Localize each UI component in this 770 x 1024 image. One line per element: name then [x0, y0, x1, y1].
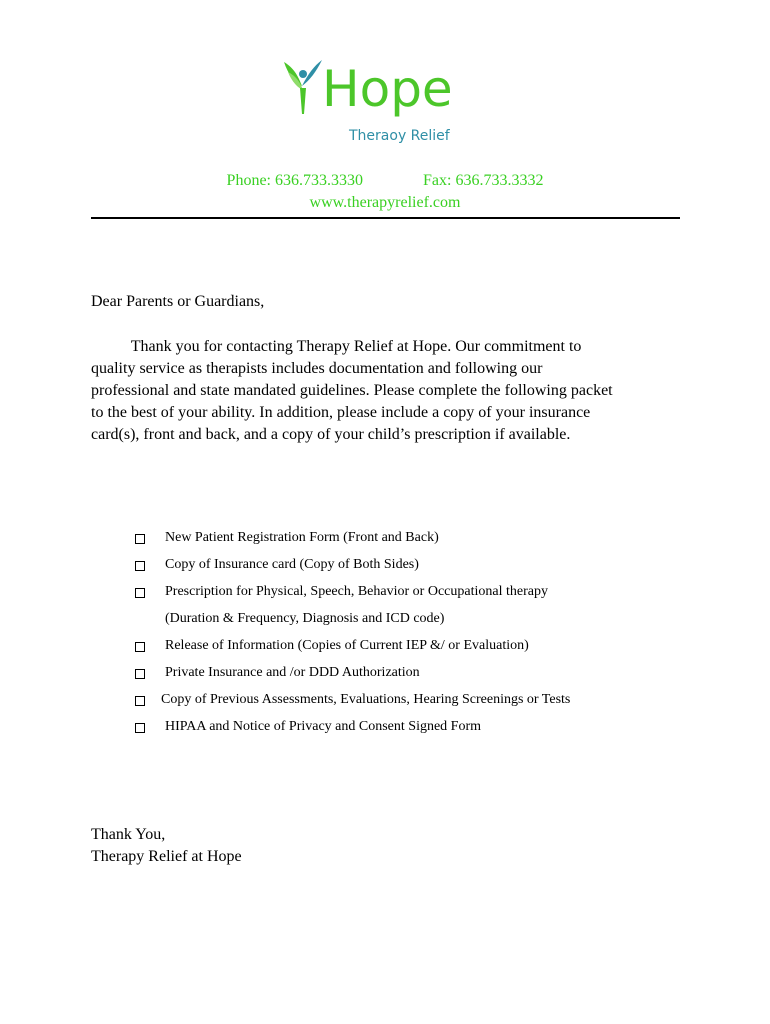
- letter-closing: [91, 824, 242, 868]
- hope-figure-icon: [276, 52, 476, 146]
- checkbox-icon[interactable]: [135, 642, 145, 652]
- checkbox-icon[interactable]: [135, 588, 145, 598]
- document-checklist: [135, 528, 570, 744]
- logo-wordmark: Hope: [322, 60, 453, 118]
- signature-line: Therapy Relief at Hope: [91, 848, 242, 865]
- checkbox-icon[interactable]: [135, 561, 145, 571]
- checklist-item: [135, 663, 570, 690]
- letter-greeting: Dear Parents or Guardians,: [91, 293, 265, 310]
- checklist-item: [135, 717, 570, 744]
- logo-tagline: Theraoy Relief: [349, 128, 450, 144]
- paragraph-line: quality service as therapists includes documentation and following our: [91, 360, 543, 377]
- paragraph-line: Thank you for contacting Therapy Relief at Hope. Our commitment to: [91, 338, 582, 355]
- checklist-item: [135, 690, 570, 717]
- checklist-item-label: Copy of Previous Assessments, Evaluations, Hearing Screenings or Tests: [161, 692, 571, 707]
- checklist-item-label: Private Insurance and /or DDD Authorization: [165, 665, 420, 680]
- contact-info: [0, 170, 770, 214]
- paragraph-line: professional and state mandated guidelines. Please complete the following packet: [91, 382, 613, 399]
- checklist-item: [135, 582, 570, 609]
- closing-line: Thank You,: [91, 826, 166, 843]
- checklist-item: [135, 555, 570, 582]
- checklist-item-label: Release of Information (Copies of Current IEP &/ or Evaluation): [165, 638, 529, 653]
- checklist-item-label: HIPAA and Notice of Privacy and Consent Signed Form: [165, 719, 482, 734]
- checklist-item-continuation: (Duration & Frequency, Diagnosis and ICD code): [165, 611, 445, 626]
- paragraph-line: card(s), front and back, and a copy of your child’s prescription if available.: [91, 426, 571, 443]
- checkbox-icon[interactable]: [135, 723, 145, 733]
- phone-number: Phone: 636.733.3330: [226, 172, 363, 189]
- checklist-item: [135, 636, 570, 663]
- checklist-item-label: New Patient Registration Form (Front and Back): [165, 530, 439, 545]
- fax-number: Fax: 636.733.3332: [423, 172, 544, 189]
- checkbox-icon[interactable]: [135, 669, 145, 679]
- checklist-item: [135, 528, 570, 555]
- checkbox-icon[interactable]: [135, 534, 145, 544]
- checkbox-icon[interactable]: [135, 696, 145, 706]
- letter-paragraph: [91, 336, 661, 446]
- checklist-item-label: Copy of Insurance card (Copy of Both Sides): [165, 557, 419, 572]
- checklist-item-label: Prescription for Physical, Speech, Behavior or Occupational therapy: [165, 584, 548, 599]
- paragraph-line: to the best of your ability. In addition, please include a copy of your insurance: [91, 404, 591, 421]
- website-link[interactable]: www.therapyrelief.com: [309, 194, 461, 211]
- hope-logo: [276, 52, 476, 146]
- header-divider: [91, 217, 680, 219]
